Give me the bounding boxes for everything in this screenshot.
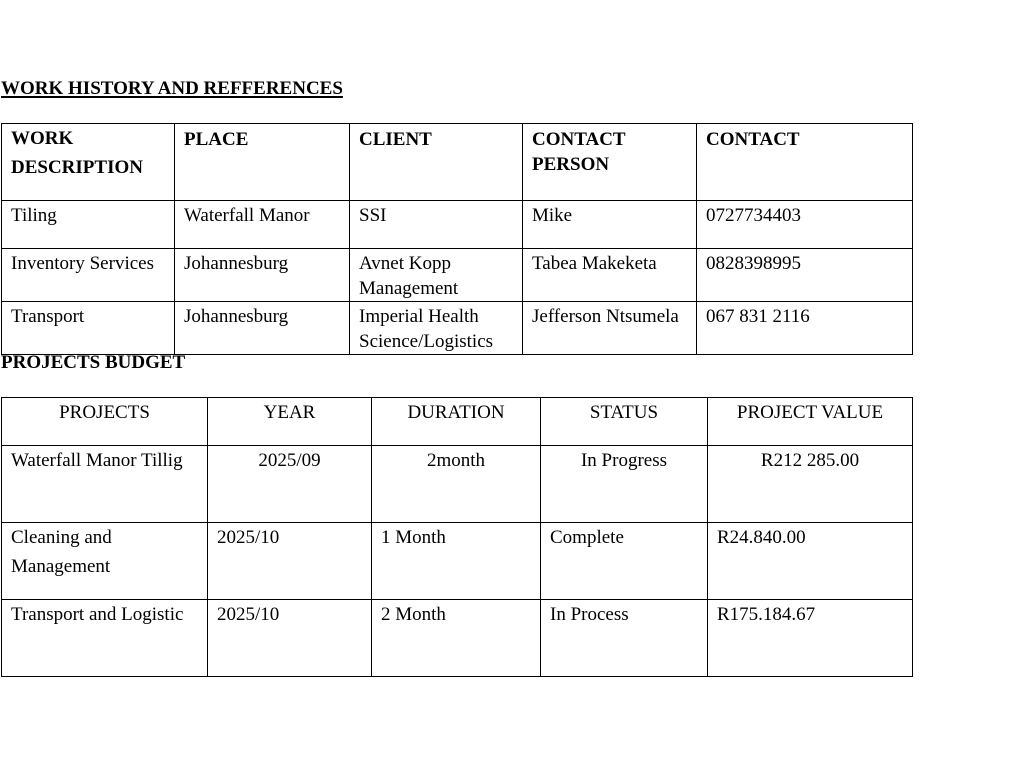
projects-budget-table xyxy=(1,397,913,677)
table-header-row xyxy=(2,398,913,446)
cell-status: Complete xyxy=(541,523,708,600)
cell-contact-person: Jefferson Ntsumela xyxy=(523,302,697,355)
cell-project-value: R212 285.00 xyxy=(708,446,913,523)
cell-project: Cleaning and Management xyxy=(2,523,208,600)
cell-year: 2025/09 xyxy=(208,446,372,523)
column-header-projects: PROJECTS xyxy=(2,398,208,446)
column-header-contact: CONTACT xyxy=(697,124,913,201)
work-history-table xyxy=(1,123,913,355)
cell-contact-person: Mike xyxy=(523,201,697,249)
cell-contact-person: Tabea Makeketa xyxy=(523,249,697,302)
cell-duration: 2month xyxy=(372,446,541,523)
cell-contact: 0727734403 xyxy=(697,201,913,249)
column-header-project-value: PROJECT VALUE xyxy=(708,398,913,446)
cell-year: 2025/10 xyxy=(208,523,372,600)
cell-work-description: Inventory Services xyxy=(2,249,175,302)
table-row xyxy=(2,249,913,302)
cell-status: In Process xyxy=(541,600,708,677)
column-header-client: CLIENT xyxy=(350,124,523,201)
cell-project-value: R175.184.67 xyxy=(708,600,913,677)
table-row xyxy=(2,446,913,523)
column-header-contact-person: CONTACT PERSON xyxy=(523,124,697,201)
column-header-work-description: WORK DESCRIPTION xyxy=(2,124,175,201)
cell-duration: 1 Month xyxy=(372,523,541,600)
table-row xyxy=(2,523,913,600)
cell-duration: 2 Month xyxy=(372,600,541,677)
column-header-year: YEAR xyxy=(208,398,372,446)
column-header-duration: DURATION xyxy=(372,398,541,446)
cell-work-description: Transport xyxy=(2,302,175,355)
cell-place: Johannesburg xyxy=(175,302,350,355)
column-header-place: PLACE xyxy=(175,124,350,201)
work-history-title: WORK HISTORY AND REFFERENCES xyxy=(1,78,343,99)
cell-project: Waterfall Manor Tillig xyxy=(2,446,208,523)
cell-client: Imperial Health Science/Logistics xyxy=(350,302,523,355)
projects-budget-title: PROJECTS BUDGET xyxy=(1,352,186,373)
cell-contact: 0828398995 xyxy=(697,249,913,302)
cell-year: 2025/10 xyxy=(208,600,372,677)
cell-status: In Progress xyxy=(541,446,708,523)
table-header-row xyxy=(2,124,913,201)
cell-project: Transport and Logistic xyxy=(2,600,208,677)
table-row xyxy=(2,302,913,355)
table-row xyxy=(2,201,913,249)
column-header-status: STATUS xyxy=(541,398,708,446)
cell-client: SSI xyxy=(350,201,523,249)
cell-client: Avnet Kopp Management xyxy=(350,249,523,302)
table-row xyxy=(2,600,913,677)
cell-place: Johannesburg xyxy=(175,249,350,302)
cell-work-description: Tiling xyxy=(2,201,175,249)
cell-place: Waterfall Manor xyxy=(175,201,350,249)
cell-project-value: R24.840.00 xyxy=(708,523,913,600)
cell-contact: 067 831 2116 xyxy=(697,302,913,355)
